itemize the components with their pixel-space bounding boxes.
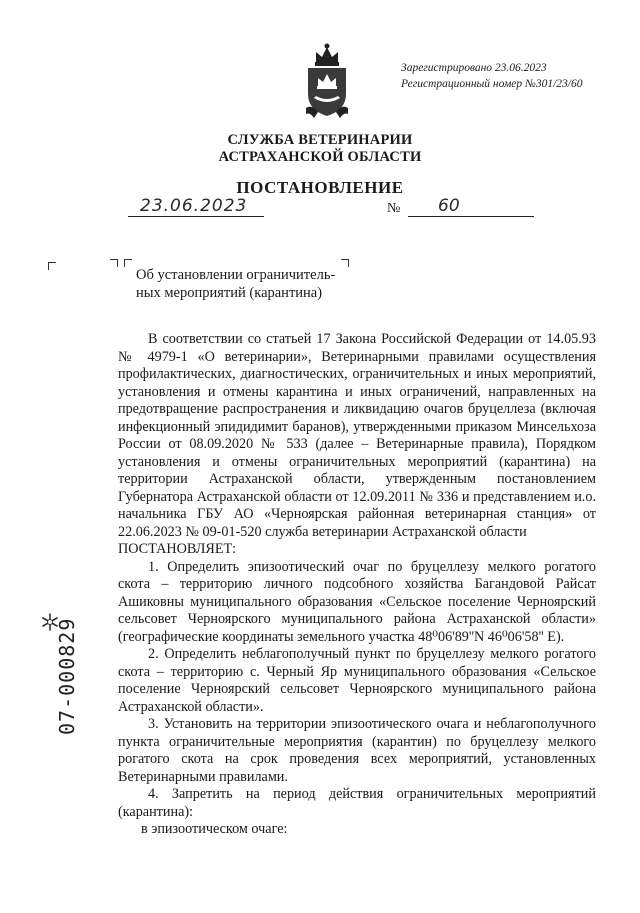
corner-mark bbox=[48, 262, 56, 270]
registration-date: Зарегистрировано 23.06.2023 bbox=[401, 62, 547, 74]
item-4-subheading: в эпизоотическом очаге: bbox=[141, 821, 288, 837]
registration-number: Регистрационный номер №301/23/60 bbox=[401, 78, 583, 90]
document-body bbox=[118, 331, 596, 839]
registration-stamp bbox=[401, 60, 583, 92]
margin-stamp-number: 07-000829 bbox=[55, 617, 79, 735]
corner-mark bbox=[124, 259, 132, 267]
preamble-paragraph: В соответствии со статьей 17 Закона Российской Федерации от 14.05.93 № 4979-1 «О ветеринарии», Ветеринарными правилами осуществления профилактических, диагностических, ограничительных и иных мероприятий, установления и отмены карантина и иных ограничений, направленных на предотвращение распространения и ликвидацию очагов бруцеллеза (включая инфекционный эпидидимит баранов), утвержденными приказом Минсельхоза России от 08.09.2020 № 533 (далее – Ветеринарные правила), Порядком установления и отмены ограничительных мероприятий (карантина) на территории Астраханской области, утвержденным постановлением Губернатора Астраханской области от 12.09.2011 № 336 и представлением и.о. начальника ГБУ АО «Черноярская районная ветеринарная станция» от 22.06.2023 № 09-01-520 служба ветеринарии Астраханской области bbox=[118, 331, 596, 540]
document-type: ПОСТАНОВЛЕНИЕ bbox=[236, 178, 404, 197]
resolves-heading: ПОСТАНОВЛЯЕТ: bbox=[118, 541, 237, 557]
document-subject: Об установлении ограничитель- ных мероприятий (карантина) bbox=[136, 267, 336, 301]
date-underline bbox=[128, 216, 264, 217]
item-3: 3. Установить на территории эпизоотического очага и неблагополучного пункта ограничительные мероприятия (карантин) по бруцеллезу мелкого рогатого скота на срок проведения всех мероприятий, установленных Ветеринарными правилами. bbox=[118, 716, 596, 785]
corner-mark bbox=[110, 259, 118, 267]
item-2: 2. Определить неблагополучный пункт по бруцеллезу мелкого рогатого скота – территорию с. Черный Яр муниципального образования «Сельское поселение Черноярский сельсовет Черноярского муниципального района Астраханской области». bbox=[118, 646, 596, 715]
item-4: 4. Запретить на период действия ограничительных мероприятий (карантина): bbox=[118, 786, 596, 820]
handwritten-date: 23.06.2023 bbox=[140, 196, 248, 216]
corner-mark bbox=[341, 259, 349, 267]
coat-of-arms-icon bbox=[302, 42, 352, 120]
agency-name: СЛУЖБА ВЕТЕРИНАРИИ АСТРАХАНСКОЙ ОБЛАСТИ bbox=[218, 132, 422, 165]
number-label: № bbox=[387, 201, 401, 216]
item-1: 1. Определить эпизоотический очаг по бруцеллезу мелкого рогатого скота – территорию личного подсобного хозяйства Багандовой Райсат Ашиковны муниципального образования «Сельское поселение Черноярский сельсовет Черноярского муниципального района Астраханской области» (географические координаты земельного участка 48⁰06'89''N 46⁰06'58'' E). bbox=[118, 558, 596, 645]
handwritten-number: 60 bbox=[438, 196, 460, 216]
number-underline bbox=[408, 216, 534, 217]
